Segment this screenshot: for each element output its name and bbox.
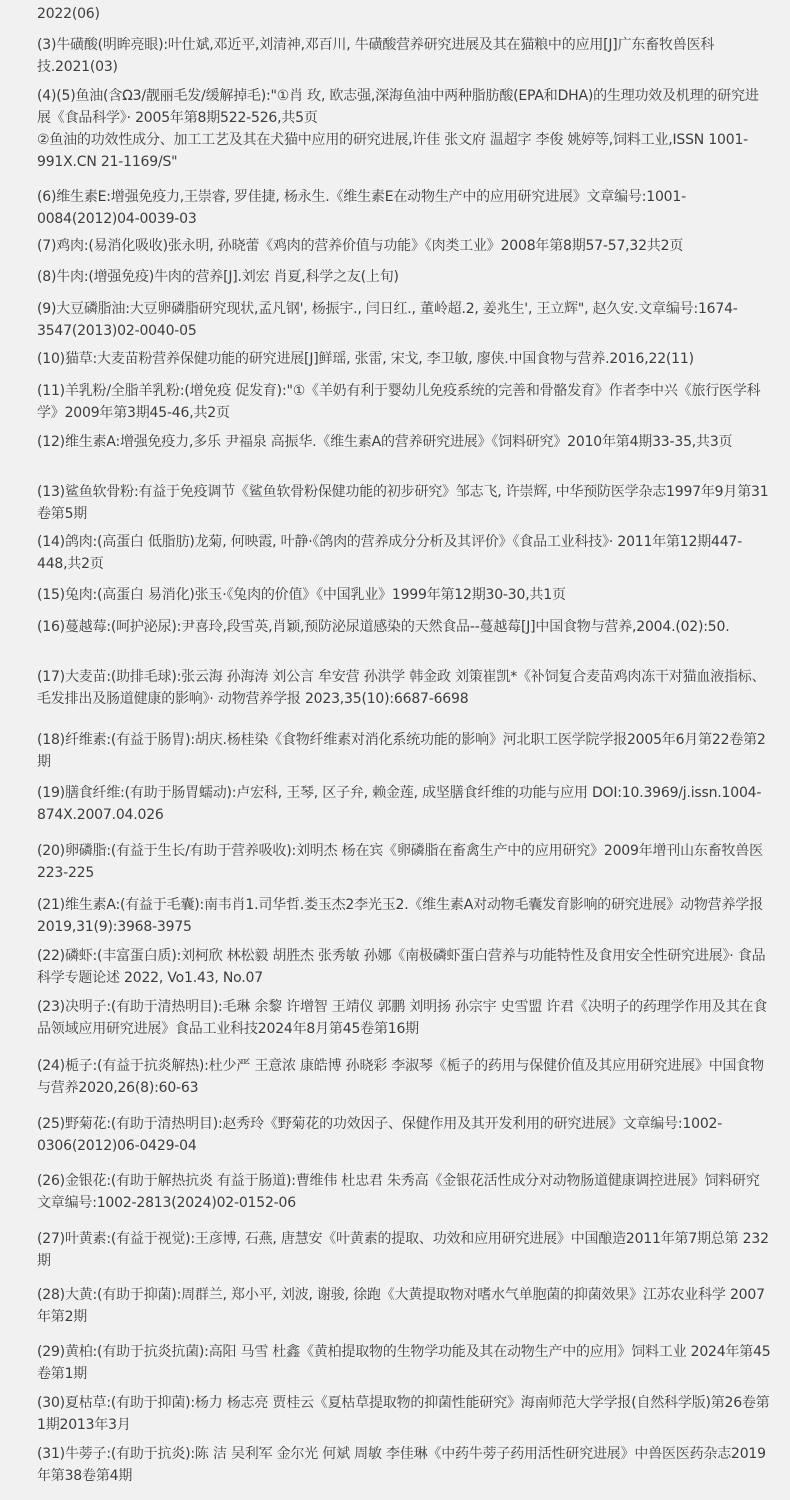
reference-item-21: (21)维生素A:(有益于毛囊):南韦肖1.司华哲.娄玉杰2李光玉2.《维生素A对动物毛囊发育影响的研究进展》动物营养学报 2019,31(9):3968-3975 <box>37 897 763 935</box>
reference-item-6: (6)维生素E:增强免疫力,王崇睿, 罗佳捷, 杨永生.《维生素E在动物生产中的应用研究进展》文章编号:1001-0084(2012)04-0039-03 <box>37 189 686 227</box>
reference-item-8: (8)牛肉:(增强免疫)牛肉的营养[J].刘宏 肖夏,科学之友(上旬) <box>37 269 399 285</box>
reference-item-28: (28)大黄:(有助于抑菌):周群兰, 郑小平, 刘波, 谢骏, 徐跑《大黄提取物对嗜水气单胞菌的抑菌效果》江苏农业科学 2007年第2期 <box>37 1287 765 1325</box>
reference-item-4-5: (4)(5)鱼油(含Ω3/靓丽毛发/缓解掉毛):"①肖 玫, 欧志强,深海鱼油中两种脂肪酸(EPA和DHA)的生理功效及机理的研究进展《食品科学》· 2005年第8期522-526,共5页 ②鱼油的功效性成分、加工工艺及其在犬猫中应用的研究进展,许佳 张文府 温超字 李俊 姚婷等,饲料工业,ISSN 1001-991X.CN 21-1169/S" <box>37 88 759 170</box>
reference-item-25: (25)野菊花:(有助于清热明目):赵秀玲《野菊花的功效因子、保健作用及其开发利用的研究进展》文章编号:1002-0306(2012)06-0429-04 <box>37 1116 723 1154</box>
reference-continuation: 2022(06) <box>37 6 100 22</box>
reference-item-23: (23)决明子:(有助于清热明目):毛琳 余黎 许增智 王靖仪 郭鹏 刘明扬 孙宗宇 史雪盟 许君《决明子的药理学作用及其在食品领域应用研究进展》食品工业科技2024年8月第45卷第16期 <box>37 999 768 1037</box>
reference-item-12: (12)维生素A:增强免疫力,多乐 尹福泉 高振华.《维生素A的营养研究进展》《饲料研究》2010年第4期33-35,共3页 <box>37 434 733 450</box>
reference-item-17: (17)大麦苗:(助排毛球):张云海 孙海涛 刘公言 牟安营 孙洪学 韩金政 刘策崔凯*《补饲复合麦苗鸡肉冻干对猫血液指标、毛发排出及肠道健康的影响》· 动物营养学报 2023,35(10):6687-6698 <box>37 669 766 707</box>
reference-item-9: (9)大豆磷脂油:大豆卵磷脂研究现状,孟凡钢', 杨振宇., 闫日红., 董岭超.2, 姜兆生', 王立辉", 赵久安.文章编号:1674-3547(2013)02-0040-05 <box>37 301 738 339</box>
reference-item-10: (10)猫草:大麦苗粉营养保健功能的研究进展[J]鲜瑶, 张雷, 宋戈, 李卫敏, 廖侠.中国食物与营养.2016,22(11) <box>37 351 694 367</box>
reference-item-13: (13)鲨鱼软骨粉:有益于免疫调节《鲨鱼软骨粉保健功能的初步研究》邹志飞, 许崇辉, 中华预防医学杂志1997年9月第31卷第5期 <box>37 484 769 522</box>
reference-item-29: (29)黄柏:(有助于抗炎抗菌):高阳 马雪 杜鑫《黄柏提取物的生物学功能及其在动物生产中的应用》饲料工业 2024年第45卷第1期 <box>37 1344 771 1382</box>
reference-item-18: (18)纤维素:(有益于肠胃):胡庆.杨桂染《食物纤维素对消化系统功能的影响》河北职工医学院学报2005年6月第22卷第2期 <box>37 732 766 770</box>
reference-item-22: (22)磷虾:(丰富蛋白质):刘柯欣 林松毅 胡胜杰 张秀敏 孙娜《南极磷虾蛋白营养与功能特性及食用安全性研究进展》· 食品科学专题论述 2022, Vo1.43, No.07 <box>37 948 766 986</box>
reference-item-31: (31)牛蒡子:(有助于抗炎):陈 洁 吴利军 金尔光 何斌 周敏 李佳琳《中药牛蒡子药用活性研究进展》中兽医医药杂志2019年第38卷第4期 <box>37 1446 766 1484</box>
reference-item-19: (19)膳食纤维:(有助于肠胃蠕动):卢宏科, 王琴, 区子弁, 赖金莲, 成坚膳食纤维的功能与应用 DOI:10.3969/j.issn.1004-874X.2007.04.026 <box>37 785 762 823</box>
reference-item-27: (27)叶黄素:(有益于视觉):王彦博, 石燕, 唐慧安《叶黄素的提取、功效和应用研究进展》中国酿造2011年第7期总第 232 期 <box>37 1231 769 1269</box>
reference-item-24: (24)栀子:(有益于抗炎解热):杜少严 王意浓 康皓博 孙晓彩 李淑琴《栀子的药用与保健价值及其应用研究进展》中国食物与营养2020,26(8):60-63 <box>37 1058 764 1096</box>
reference-item-30: (30)夏枯草:(有助于抑菌):杨力 杨志亮 贾桂云《夏枯草提取物的抑菌性能研究》海南师范大学学报(自然科学版)第26卷第1期2013年3月 <box>37 1395 770 1433</box>
reference-item-7: (7)鸡肉:(易消化吸收)张永明, 孙晓蕾《鸡肉的营养价值与功能》《肉类工业》2008年第8期57-57,32共2页 <box>37 238 684 254</box>
reference-item-15: (15)兔肉:(高蛋白 易消化)张玉·《兔肉的价值》《中国乳业》1999年第12期30-30,共1页 <box>37 587 566 603</box>
reference-item-11: (11)羊乳粉/全脂羊乳粉:(增免疫 促发育):"①《羊奶有利于婴幼儿免疫系统的完善和骨骼发育》作者李中兴《旅行医学科学》2009年第3期45-46,共2页 <box>37 383 761 421</box>
reference-item-16: (16)蔓越莓:(呵护泌尿):尹喜玲,段雪英,肖颖,预防泌尿道感染的天然食品--蔓越莓[J]中国食物与营养,2004.(02):50. <box>37 619 730 635</box>
reference-item-26: (26)金银花:(有助于解热抗炎 有益于肠道):曹维伟 杜忠君 朱秀高《金银花活性成分对动物肠道健康调控进展》饲料研究 文章编号:1002-2813(2024)02-0152-06 <box>37 1173 760 1211</box>
reference-item-14: (14)鸽肉:(高蛋白 低脂肪)龙菊, 何映霞, 叶静·《鸽肉的营养成分分析及其评价》《食品工业科技》· 2011年第12期447-448,共2页 <box>37 534 742 572</box>
reference-item-20: (20)卵磷脂:(有益于生长/有助于营养吸收):刘明杰 杨在宾《卵磷脂在畜禽生产中的应用研究》2009年增刊山东畜牧兽医223-225 <box>37 843 763 881</box>
reference-item-3: (3)牛磺酸(明眸亮眼):叶仕斌,邓近平,刘清神,邓百川, 牛磺酸营养研究进展及其在猫粮中的应用[J]广东畜牧兽医科技.2021(03) <box>37 37 715 75</box>
